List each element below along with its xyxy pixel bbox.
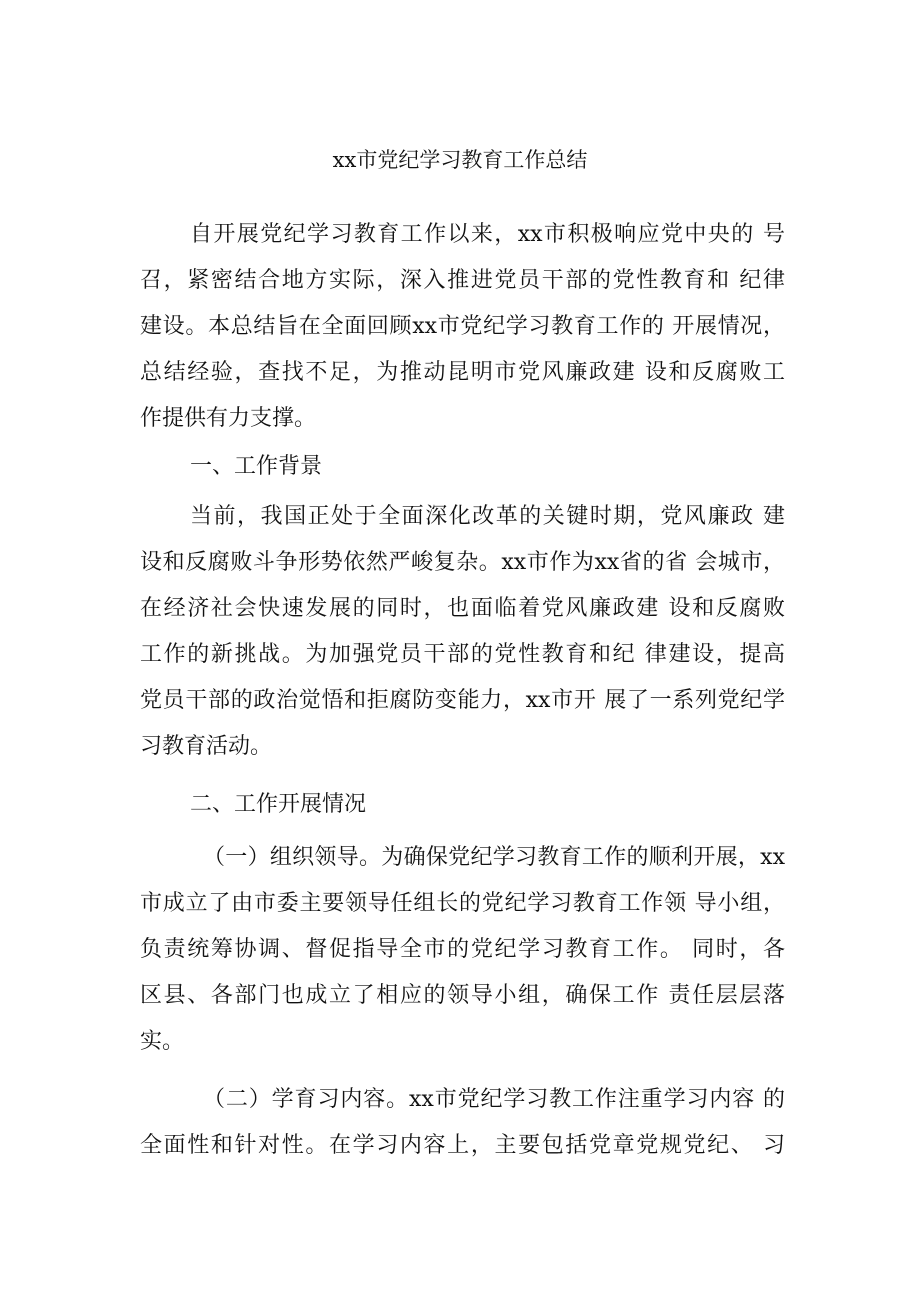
section1-line: 当前，我国正处于全面深化改革的关键时期，党风廉政 建 [190, 504, 785, 529]
subsection2-line: 全面性和针对性。在学习内容上，主要包括党章党规党纪、 习 [140, 1133, 785, 1158]
section1-line: 习教育活动。 [140, 734, 273, 759]
subsection1-line: 实。 [140, 1029, 185, 1054]
section1-line: 在经济社会快速发展的同时，也面临着党风廉政建 设和反腐败 [140, 596, 785, 621]
intro-line: 召，紧密结合地方实际，深入推进党员干部的党性教育和 纪律 [140, 268, 785, 293]
subsection1-line: （一）组织领导。为确保党纪学习教育工作的顺利开展，xx [203, 845, 785, 870]
section-heading: 一、工作背景 [190, 454, 323, 479]
section1-line: 工作的新挑战。为加强党员干部的党性教育和纪 律建设，提高 [140, 642, 785, 667]
section1-line: 党员干部的政治觉悟和拒腐防变能力，xx市开 展了一系列党纪学 [140, 688, 785, 713]
subsection1-line: 负责统筹协调、督促指导全市的党纪学习教育工作。 同时，各 [140, 937, 785, 962]
intro-line: 自开展党纪学习教育工作以来，xx市积极响应党中央的 号 [190, 222, 785, 247]
intro-line: 建设。本总结旨在全面回顾xx市党纪学习教育工作的 开展情况， [140, 314, 785, 339]
subsection2-line: （二）学育习内容。xx市党纪学习教工作注重学习内容 的 [203, 1087, 785, 1112]
intro-line: 总结经验，查找不足，为推动昆明市党风廉政建 设和反腐败工 [140, 360, 785, 385]
subsection1-line: 区县、各部门也成立了相应的领导小组，确保工作 责任层层落 [140, 983, 785, 1008]
subsection1-line: 市成立了由市委主要领导任组长的党纪学习教育工作领 导小组， [140, 891, 785, 916]
document-title: xx市党纪学习教育工作总结 [332, 148, 588, 172]
intro-line: 作提供有力支撑。 [140, 406, 317, 431]
section1-line: 设和反腐败斗争形势依然严峻复杂。xx市作为xx省的省 会城市， [140, 550, 785, 575]
section-heading: 二、工作开展情况 [190, 792, 367, 817]
